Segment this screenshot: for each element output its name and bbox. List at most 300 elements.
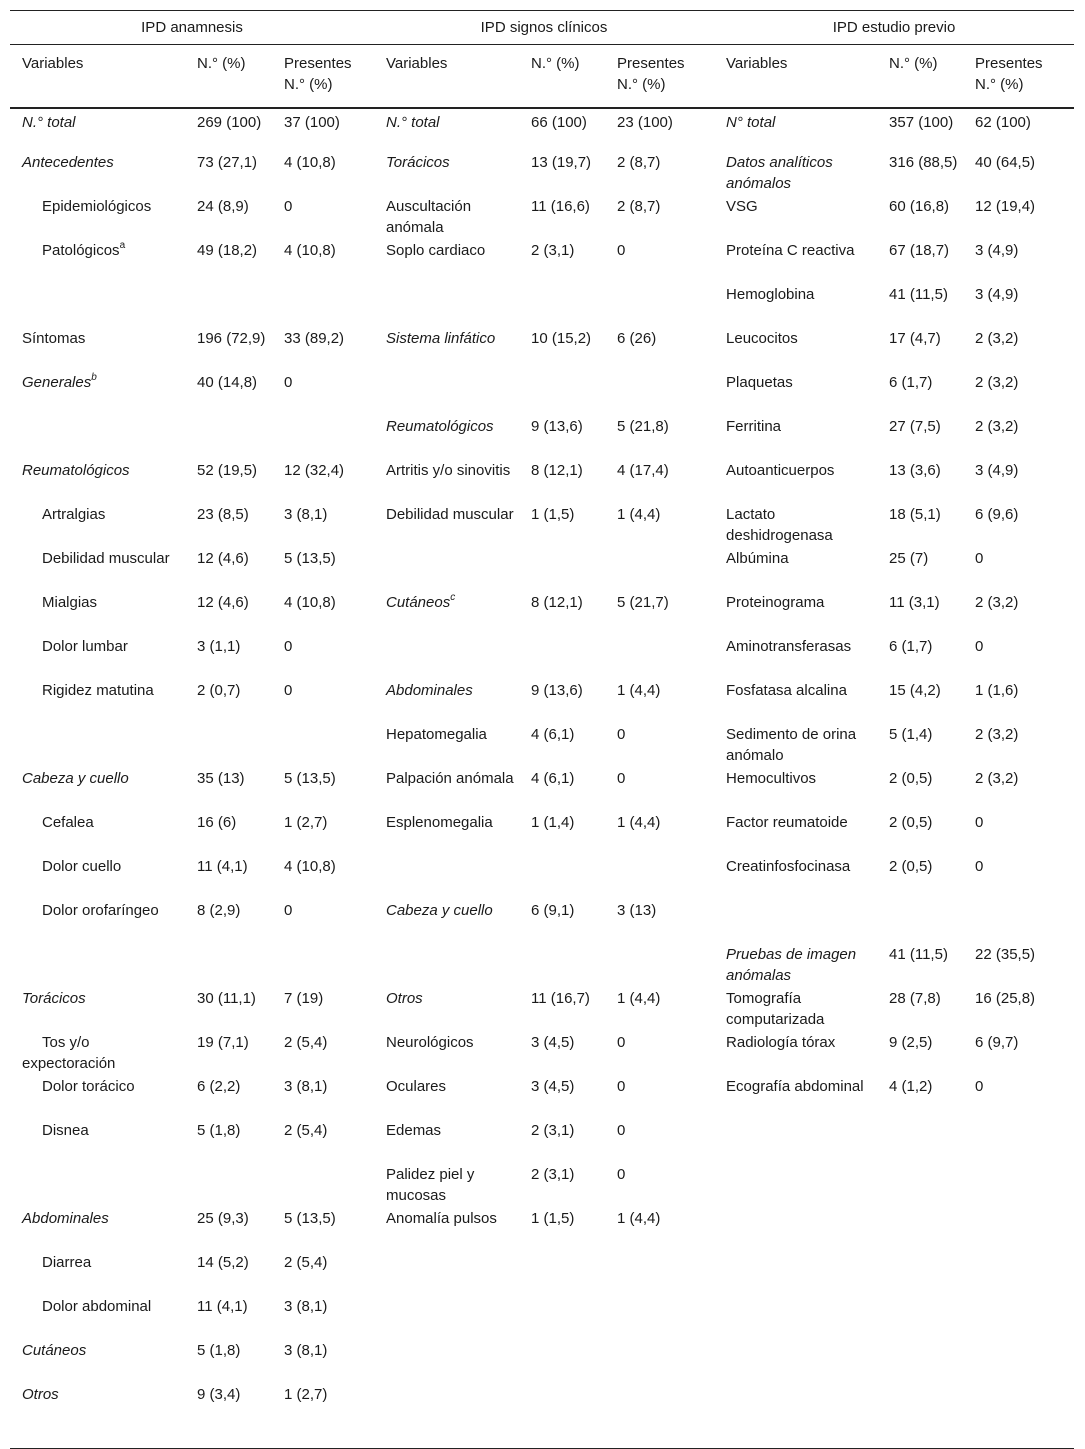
cell-text: N.° total xyxy=(386,114,440,131)
variable-cell xyxy=(374,900,525,944)
presentes-cell xyxy=(276,328,374,372)
cell-text: Edemas xyxy=(386,1122,442,1139)
cell-text: 35 (13) xyxy=(197,770,245,787)
cell-text: Hemoglobina xyxy=(726,286,815,303)
presentes-cell xyxy=(609,196,714,240)
cell-text: Hemocultivos xyxy=(726,770,817,787)
cell-text: Neurológicos xyxy=(386,1034,474,1051)
count-cell xyxy=(525,328,609,372)
cell-text: Fosfatasa alcalina xyxy=(726,682,847,699)
presentes-cell xyxy=(609,240,714,284)
count-cell xyxy=(191,768,276,812)
presentes-cell xyxy=(276,240,374,284)
cell-text: 8 (2,9) xyxy=(197,902,241,919)
cell-text: 67 (18,7) xyxy=(889,242,950,259)
table-row xyxy=(10,108,1074,152)
variable-cell xyxy=(714,1296,883,1340)
presentes-cell xyxy=(609,1164,714,1208)
count-cell xyxy=(525,416,609,460)
cell-text: 4 (10,8) xyxy=(284,594,336,611)
presentes-cell xyxy=(609,812,714,856)
cell-text: 2 (3,1) xyxy=(531,1122,575,1139)
cell-text: 16 (25,8) xyxy=(975,990,1036,1007)
presentes-cell xyxy=(276,944,374,988)
count-cell xyxy=(525,108,609,152)
variable-cell xyxy=(10,196,191,240)
cell-text: 9 (13,6) xyxy=(531,682,583,699)
presentes-cell xyxy=(609,1384,714,1448)
variable-cell xyxy=(10,504,191,548)
presentes-cell xyxy=(967,1164,1074,1208)
presentes-cell xyxy=(276,768,374,812)
variable-cell xyxy=(714,856,883,900)
cell-text: 40 (64,5) xyxy=(975,154,1036,171)
cell-text: 1 (2,7) xyxy=(284,1386,328,1403)
cell-text: 3 (8,1) xyxy=(284,1298,328,1315)
cell-text: 9 (3,4) xyxy=(197,1386,241,1403)
cell-text: Proteína C reactiva xyxy=(726,242,855,259)
cell-text: Debilidad muscular xyxy=(386,506,514,523)
variable-cell xyxy=(10,768,191,812)
cell-text: 0 xyxy=(284,198,293,215)
count-cell xyxy=(525,1252,609,1296)
cell-text: 19 (7,1) xyxy=(197,1034,249,1051)
column-subheader-row xyxy=(10,74,1074,108)
table-row xyxy=(10,416,1074,460)
count-cell xyxy=(883,1032,967,1076)
col-subheader-empty xyxy=(10,74,191,108)
cell-text: 4 (10,8) xyxy=(284,154,336,171)
table-row xyxy=(10,504,1074,548)
variable-cell xyxy=(714,416,883,460)
cell-text: 14 (5,2) xyxy=(197,1254,249,1271)
col-header-presentes: Presentes xyxy=(284,55,352,72)
cell-text: 6 (26) xyxy=(617,330,657,347)
cell-text: Dolor orofaríngeo xyxy=(42,902,159,919)
variable-cell xyxy=(714,328,883,372)
table-row xyxy=(10,196,1074,240)
variable-cell xyxy=(714,504,883,548)
cell-text: Pruebas de imagen anómalas xyxy=(726,946,857,984)
cell-text: 3 (4,9) xyxy=(975,286,1019,303)
presentes-cell xyxy=(967,812,1074,856)
cell-text: 2 (3,2) xyxy=(975,770,1019,787)
col-subheader-empty xyxy=(191,74,276,108)
cell-text: Oculares xyxy=(386,1078,447,1095)
count-cell xyxy=(883,680,967,724)
presentes-cell xyxy=(967,1252,1074,1296)
count-cell xyxy=(191,592,276,636)
cell-text: 1 (1,5) xyxy=(531,1210,575,1227)
cell-text: 30 (11,1) xyxy=(197,990,256,1007)
presentes-cell xyxy=(967,1340,1074,1384)
presentes-cell xyxy=(967,724,1074,768)
cell-text: 11 (3,1) xyxy=(889,594,940,611)
cell-text: Epidemiológicos xyxy=(42,198,152,215)
presentes-cell xyxy=(967,988,1074,1032)
cell-text: 1 (2,7) xyxy=(284,814,328,831)
cell-text: 2 (3,2) xyxy=(975,594,1019,611)
cell-text: 5 (13,5) xyxy=(284,1210,336,1227)
col-subheader-empty xyxy=(714,74,883,108)
count-cell xyxy=(525,944,609,988)
count-cell xyxy=(525,1384,609,1448)
variable-cell xyxy=(374,284,525,328)
presentes-cell xyxy=(276,284,374,328)
cell-text: 0 xyxy=(284,682,293,699)
presentes-cell xyxy=(276,504,374,548)
col-header-n: N.° (%) xyxy=(197,55,246,72)
presentes-cell xyxy=(967,1208,1074,1252)
column-header-row xyxy=(10,45,1074,75)
cell-text: 6 (9,1) xyxy=(531,902,575,919)
presentes-cell xyxy=(276,856,374,900)
variable-cell xyxy=(10,1340,191,1384)
presentes-cell xyxy=(967,196,1074,240)
table-row xyxy=(10,768,1074,812)
presentes-cell xyxy=(276,108,374,152)
cell-text: 10 (15,2) xyxy=(531,330,592,347)
cell-text: 49 (18,2) xyxy=(197,242,258,259)
cell-text: 8 (12,1) xyxy=(531,462,583,479)
variable-cell xyxy=(374,1384,525,1448)
cell-text: Disnea xyxy=(42,1122,89,1139)
variable-cell xyxy=(714,548,883,592)
presentes-cell xyxy=(609,504,714,548)
count-cell xyxy=(191,1384,276,1448)
cell-text: 6 (1,7) xyxy=(889,638,933,655)
presentes-cell xyxy=(967,680,1074,724)
count-cell xyxy=(191,1164,276,1208)
count-cell xyxy=(883,900,967,944)
cell-text: 7 (19) xyxy=(284,990,324,1007)
cell-text: 13 (3,6) xyxy=(889,462,941,479)
variable-cell xyxy=(374,1076,525,1120)
cell-text: 2 (0,5) xyxy=(889,858,933,875)
cell-text: 11 (4,1) xyxy=(197,1298,248,1315)
cell-text: 6 (9,7) xyxy=(975,1034,1019,1051)
count-cell xyxy=(191,460,276,504)
variable-cell xyxy=(374,1032,525,1076)
cell-text: 12 (32,4) xyxy=(284,462,345,479)
table-container xyxy=(10,10,1074,1449)
count-cell xyxy=(883,1340,967,1384)
cell-text: 33 (89,2) xyxy=(284,330,345,347)
cell-text: 3 (4,5) xyxy=(531,1078,575,1095)
col-header-n: N.° (%) xyxy=(531,55,580,72)
count-cell xyxy=(525,1120,609,1164)
cell-text: Artritis y/o sinovitis xyxy=(386,462,511,479)
cell-text: Reumatológicos xyxy=(22,462,130,479)
count-cell xyxy=(883,328,967,372)
presentes-cell xyxy=(276,812,374,856)
cell-text: 24 (8,9) xyxy=(197,198,249,215)
count-cell xyxy=(191,1076,276,1120)
cell-text: 28 (7,8) xyxy=(889,990,941,1007)
cell-text: Cefalea xyxy=(42,814,94,831)
cell-text: 60 (16,8) xyxy=(889,198,950,215)
count-cell xyxy=(525,152,609,196)
variable-cell xyxy=(374,812,525,856)
presentes-cell xyxy=(967,1296,1074,1340)
cell-text: Sistema linfático xyxy=(386,330,496,347)
cell-text: 62 (100) xyxy=(975,114,1031,131)
variable-cell xyxy=(714,636,883,680)
count-cell xyxy=(191,856,276,900)
table-row xyxy=(10,460,1074,504)
cell-text: 8 (12,1) xyxy=(531,594,583,611)
count-cell xyxy=(191,196,276,240)
cell-text: Debilidad muscular xyxy=(42,550,170,567)
col-header-presentes: Presentes xyxy=(975,55,1043,72)
presentes-cell xyxy=(967,416,1074,460)
cell-text: 22 (35,5) xyxy=(975,946,1036,963)
variable-cell xyxy=(374,856,525,900)
cell-text: 17 (4,7) xyxy=(889,330,941,347)
variable-cell xyxy=(10,460,191,504)
count-cell xyxy=(525,856,609,900)
count-cell xyxy=(525,592,609,636)
cell-text: Cabeza y cuello xyxy=(386,902,493,919)
cell-text: Tos y/o expectoración xyxy=(22,1034,116,1072)
presentes-cell xyxy=(609,680,714,724)
cell-text: 3 (13) xyxy=(617,902,657,919)
variable-cell xyxy=(10,1164,191,1208)
table-row xyxy=(10,812,1074,856)
col-subheader-empty xyxy=(374,74,525,108)
presentes-cell xyxy=(967,1120,1074,1164)
cell-text: 66 (100) xyxy=(531,114,587,131)
count-cell xyxy=(191,1296,276,1340)
count-cell xyxy=(525,548,609,592)
cell-text: 23 (100) xyxy=(617,114,673,131)
presentes-cell xyxy=(609,1120,714,1164)
presentes-cell xyxy=(609,1340,714,1384)
cell-text: 9 (13,6) xyxy=(531,418,583,435)
variable-cell xyxy=(10,1032,191,1076)
count-cell xyxy=(191,152,276,196)
presentes-cell xyxy=(276,372,374,416)
count-cell xyxy=(191,328,276,372)
cell-text: Leucocitos xyxy=(726,330,798,347)
cell-text: 16 (6) xyxy=(197,814,237,831)
presentes-cell xyxy=(967,768,1074,812)
variable-cell xyxy=(374,724,525,768)
presentes-cell xyxy=(276,1076,374,1120)
cell-text: 3 (8,1) xyxy=(284,1078,328,1095)
presentes-cell xyxy=(276,1120,374,1164)
presentes-cell xyxy=(609,548,714,592)
variable-cell xyxy=(714,812,883,856)
presentes-cell xyxy=(276,196,374,240)
count-cell xyxy=(191,108,276,152)
presentes-cell xyxy=(967,636,1074,680)
cell-text: 2 (8,7) xyxy=(617,154,661,171)
footnote-marker: c xyxy=(450,592,456,603)
count-cell xyxy=(883,1120,967,1164)
presentes-cell xyxy=(609,636,714,680)
cell-text: Torácicos xyxy=(22,990,86,1007)
variable-cell xyxy=(714,680,883,724)
cell-text: Proteinograma xyxy=(726,594,825,611)
variable-cell xyxy=(374,240,525,284)
cell-text: 13 (19,7) xyxy=(531,154,592,171)
presentes-cell xyxy=(967,460,1074,504)
variable-cell xyxy=(10,372,191,416)
table-row xyxy=(10,724,1074,768)
table-header xyxy=(10,11,1074,109)
table-row xyxy=(10,284,1074,328)
count-cell xyxy=(883,856,967,900)
count-cell xyxy=(525,1340,609,1384)
cell-text: 0 xyxy=(975,858,984,875)
table-row xyxy=(10,1296,1074,1340)
variable-cell xyxy=(10,944,191,988)
count-cell xyxy=(191,1340,276,1384)
count-cell xyxy=(883,240,967,284)
cell-text: 1 (4,4) xyxy=(617,990,661,1007)
cell-text: 3 (4,9) xyxy=(975,462,1019,479)
cell-text: 0 xyxy=(975,1078,984,1095)
presentes-cell xyxy=(276,1296,374,1340)
variable-cell xyxy=(374,372,525,416)
table-row xyxy=(10,328,1074,372)
table-row xyxy=(10,1076,1074,1120)
cell-text: Artralgias xyxy=(42,506,106,523)
presentes-cell xyxy=(609,1296,714,1340)
count-cell xyxy=(191,548,276,592)
table-row xyxy=(10,680,1074,724)
col-subheader-presentes: N.° (%) xyxy=(609,74,714,108)
cell-text: Torácicos xyxy=(386,154,450,171)
count-cell xyxy=(191,1032,276,1076)
variable-cell xyxy=(714,900,883,944)
cell-text: 11 (16,7) xyxy=(531,990,590,1007)
count-cell xyxy=(525,240,609,284)
presentes-cell xyxy=(276,548,374,592)
presentes-cell xyxy=(967,856,1074,900)
variable-cell xyxy=(374,1208,525,1252)
variable-cell xyxy=(714,152,883,196)
presentes-cell xyxy=(967,328,1074,372)
variable-cell xyxy=(10,592,191,636)
cell-text: 0 xyxy=(617,726,626,743)
presentes-cell xyxy=(609,152,714,196)
cell-text: 2 (8,7) xyxy=(617,198,661,215)
presentes-cell xyxy=(609,856,714,900)
cell-text: Albúmina xyxy=(726,550,789,567)
variable-cell xyxy=(374,548,525,592)
presentes-cell xyxy=(967,284,1074,328)
cell-text: Ferritina xyxy=(726,418,782,435)
count-cell xyxy=(525,768,609,812)
variable-cell xyxy=(10,856,191,900)
count-cell xyxy=(191,680,276,724)
count-cell xyxy=(191,1208,276,1252)
cell-text: 269 (100) xyxy=(197,114,262,131)
count-cell xyxy=(191,636,276,680)
presentes-cell xyxy=(276,1252,374,1296)
cell-text: N.° total xyxy=(22,114,76,131)
variable-cell xyxy=(714,944,883,988)
cell-text: 0 xyxy=(284,374,293,391)
count-cell xyxy=(883,724,967,768)
count-cell xyxy=(191,504,276,548)
variable-cell xyxy=(374,196,525,240)
count-cell xyxy=(883,768,967,812)
count-cell xyxy=(883,812,967,856)
cell-text: Cutáneos xyxy=(22,1342,87,1359)
table-row xyxy=(10,240,1074,284)
variable-cell xyxy=(714,1252,883,1296)
count-cell xyxy=(883,636,967,680)
cell-text: 3 (4,9) xyxy=(975,242,1019,259)
cell-text: 2 (0,5) xyxy=(889,814,933,831)
presentes-cell xyxy=(967,900,1074,944)
cell-text: 2 (3,2) xyxy=(975,374,1019,391)
presentes-cell xyxy=(967,152,1074,196)
presentes-cell xyxy=(276,636,374,680)
cell-text: 2 (3,2) xyxy=(975,330,1019,347)
presentes-cell xyxy=(276,152,374,196)
variable-cell xyxy=(374,460,525,504)
footnote-marker: a xyxy=(119,240,126,251)
cell-text: Abdominales xyxy=(22,1210,109,1227)
presentes-cell xyxy=(276,1032,374,1076)
cell-text: 11 (4,1) xyxy=(197,858,248,875)
variable-cell xyxy=(374,328,525,372)
table-row xyxy=(10,1252,1074,1296)
cell-text: 5 (1,4) xyxy=(889,726,933,743)
presentes-cell xyxy=(609,328,714,372)
cell-text: 6 (1,7) xyxy=(889,374,933,391)
cell-text: Patológicos xyxy=(42,242,120,259)
presentes-cell xyxy=(609,724,714,768)
table-row xyxy=(10,900,1074,944)
count-cell xyxy=(191,944,276,988)
cell-text: 4 (6,1) xyxy=(531,726,575,743)
count-cell xyxy=(525,988,609,1032)
cell-text: Datos analíticos anómalos xyxy=(726,154,833,192)
cell-text: 1 (4,4) xyxy=(617,506,661,523)
cell-text: 1 (1,4) xyxy=(531,814,575,831)
group-header-anamnesis: IPD anamnesis xyxy=(10,11,374,45)
cell-text: 196 (72,9) xyxy=(197,330,266,347)
cell-text: 4 (10,8) xyxy=(284,858,336,875)
count-cell xyxy=(525,1208,609,1252)
cell-text: 2 (3,1) xyxy=(531,1166,575,1183)
cell-text: Abdominales xyxy=(386,682,473,699)
table-row xyxy=(10,1384,1074,1448)
table-row xyxy=(10,944,1074,988)
cell-text: 2 (3,2) xyxy=(975,418,1019,435)
count-cell xyxy=(883,416,967,460)
presentes-cell xyxy=(276,988,374,1032)
cell-text: 357 (100) xyxy=(889,114,954,131)
cell-text: Otros xyxy=(22,1386,59,1403)
cell-text: Otros xyxy=(386,990,423,1007)
variable-cell xyxy=(714,372,883,416)
cell-text: 0 xyxy=(617,770,626,787)
col-header-n: N.° (%) xyxy=(889,55,938,72)
cell-text: 37 (100) xyxy=(284,114,340,131)
variable-cell xyxy=(374,944,525,988)
cell-text: 5 (13,5) xyxy=(284,550,336,567)
count-cell xyxy=(883,592,967,636)
cell-text: 23 (8,5) xyxy=(197,506,249,523)
variable-cell xyxy=(714,1164,883,1208)
count-cell xyxy=(883,944,967,988)
